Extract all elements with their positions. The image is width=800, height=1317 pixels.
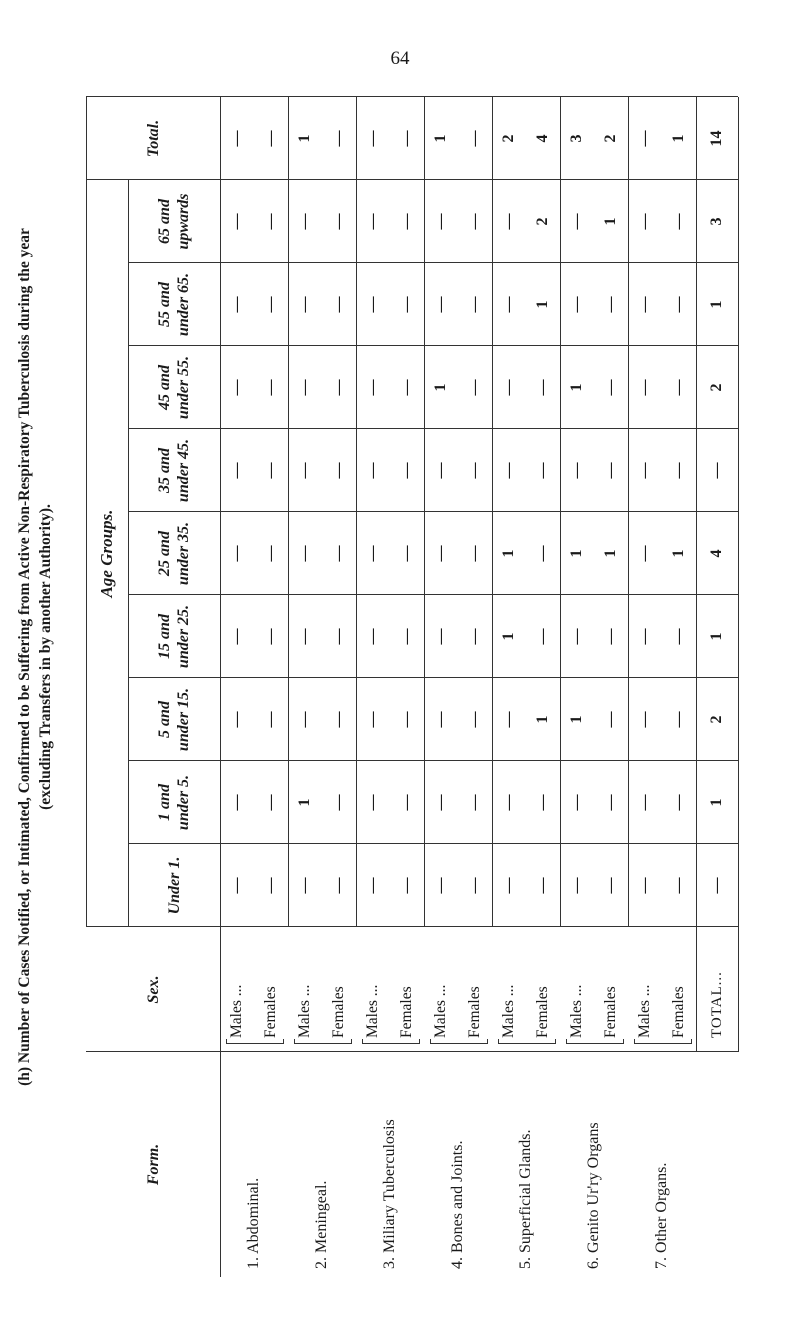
age-group-rule	[128, 180, 129, 927]
value-cell: —	[568, 628, 585, 645]
value-cell: —	[466, 794, 483, 811]
value-cell: —	[636, 628, 653, 645]
value-cell: —	[228, 130, 245, 147]
value-cell: —	[670, 628, 687, 645]
value-cell: —	[228, 213, 245, 230]
form-name: 3. Miliary Tuberculosis	[381, 1119, 398, 1269]
value-cell: —	[500, 877, 517, 894]
value-cell: —	[534, 877, 551, 894]
col-rule	[128, 345, 738, 346]
value-cell: —	[330, 130, 347, 147]
value-cell: 1	[296, 134, 313, 143]
value-cell: —	[466, 213, 483, 230]
value-cell: 1	[296, 798, 313, 807]
header-rule	[220, 97, 221, 1277]
total-rule	[696, 97, 697, 1052]
value-cell: —	[296, 711, 313, 728]
value-cell: 1	[432, 134, 449, 143]
caption-line-2: (excluding Transfers in by another Authority).	[37, 504, 54, 810]
value-cell: —	[432, 877, 449, 894]
value-cell: —	[262, 462, 279, 479]
value-cell: —	[432, 545, 449, 562]
value-cell: —	[296, 545, 313, 562]
value-cell: —	[670, 379, 687, 396]
value-cell: —	[568, 296, 585, 313]
value-cell: —	[466, 130, 483, 147]
value-cell: —	[330, 545, 347, 562]
value-cell: —	[364, 711, 381, 728]
value-cell: —	[602, 379, 619, 396]
total-value-cell: 1	[708, 798, 725, 807]
value-cell: —	[500, 462, 517, 479]
sex-label-females: Females	[262, 986, 279, 1038]
value-cell: —	[568, 213, 585, 230]
total-label: TOTAL...	[708, 971, 725, 1038]
value-cell: —	[466, 711, 483, 728]
value-cell: —	[432, 628, 449, 645]
value-cell: —	[670, 462, 687, 479]
column-header-3	[128, 595, 220, 678]
value-cell: 3	[568, 134, 585, 143]
value-cell: —	[364, 545, 381, 562]
value-cell: —	[364, 379, 381, 396]
sex-label-males: Males ...	[228, 984, 245, 1038]
value-cell: —	[466, 296, 483, 313]
value-cell: —	[670, 877, 687, 894]
value-cell: —	[330, 462, 347, 479]
column-header-line-2: under 25.	[175, 604, 192, 669]
value-cell: —	[466, 628, 483, 645]
value-cell: —	[364, 130, 381, 147]
column-header-9	[86, 97, 220, 180]
value-cell: —	[330, 711, 347, 728]
value-cell: —	[364, 877, 381, 894]
row-rule	[492, 97, 493, 927]
value-cell: —	[364, 794, 381, 811]
column-header-2	[128, 678, 220, 761]
value-cell: —	[432, 711, 449, 728]
value-cell: 2	[602, 134, 619, 143]
value-cell: —	[262, 877, 279, 894]
sex-label-females: Females	[330, 986, 347, 1038]
col-rule	[128, 511, 738, 512]
value-cell: 1	[602, 217, 619, 226]
value-cell: —	[602, 296, 619, 313]
value-cell: —	[602, 628, 619, 645]
value-cell: —	[398, 130, 415, 147]
col-rule	[128, 760, 738, 761]
total-value-cell: —	[708, 877, 725, 894]
sex-label-females: Females	[670, 986, 687, 1038]
value-cell: —	[500, 296, 517, 313]
value-cell: —	[432, 462, 449, 479]
form-name: 2. Meningeal.	[313, 1180, 330, 1269]
form-name: 4. Bones and Joints.	[449, 1140, 466, 1269]
sex-label-males: Males ...	[296, 984, 313, 1038]
row-rule	[288, 97, 289, 927]
total-value-cell: 1	[708, 300, 725, 309]
value-cell: —	[636, 711, 653, 728]
sex-label-males: Males ...	[432, 984, 449, 1038]
value-cell: —	[534, 628, 551, 645]
value-cell: —	[228, 711, 245, 728]
total-value-cell: 14	[708, 130, 725, 147]
value-cell: —	[568, 794, 585, 811]
value-cell: —	[330, 296, 347, 313]
col-rule	[128, 262, 738, 263]
value-cell: —	[398, 213, 415, 230]
value-cell: —	[228, 877, 245, 894]
value-cell: 1	[602, 549, 619, 558]
value-cell: —	[330, 213, 347, 230]
value-cell: 1	[534, 300, 551, 309]
value-cell: —	[636, 130, 653, 147]
value-cell: 1	[670, 134, 687, 143]
value-cell: —	[500, 794, 517, 811]
value-cell: —	[534, 462, 551, 479]
value-cell: —	[398, 462, 415, 479]
value-cell: —	[534, 545, 551, 562]
sex-label-males: Males ...	[500, 984, 517, 1038]
value-cell: —	[296, 213, 313, 230]
value-cell: —	[330, 794, 347, 811]
column-header-4	[128, 512, 220, 595]
value-cell: —	[466, 877, 483, 894]
column-header-line-1: 45 and	[156, 365, 173, 410]
value-cell: 1	[568, 715, 585, 724]
value-cell: —	[636, 296, 653, 313]
value-cell: —	[466, 379, 483, 396]
value-cell: —	[228, 628, 245, 645]
value-cell: —	[602, 877, 619, 894]
column-header-1	[128, 761, 220, 844]
value-cell: —	[500, 213, 517, 230]
form-col-rule	[86, 1051, 738, 1052]
row-rule	[424, 97, 425, 927]
total-value-cell: 1	[708, 632, 725, 641]
column-header-line-2: under 65.	[175, 272, 192, 337]
table-caption	[14, 27, 56, 1287]
sex-header: Sex.	[144, 975, 162, 1004]
value-cell: 2	[534, 217, 551, 226]
total-value-cell: 4	[708, 549, 725, 558]
sex-label-females: Females	[398, 986, 415, 1038]
column-header-7	[128, 263, 220, 346]
value-cell: —	[296, 379, 313, 396]
right-rule	[86, 96, 738, 97]
value-cell: —	[398, 877, 415, 894]
value-cell: —	[364, 462, 381, 479]
caption-line-1: (h) Number of Cases Notified, or Intimated, Confirmed to be Suffering from Active Non-Respiratory Tuberculosis during the year	[16, 228, 33, 1086]
value-cell: —	[534, 379, 551, 396]
value-cell: —	[534, 794, 551, 811]
value-cell: —	[670, 213, 687, 230]
bottom-rule	[738, 97, 739, 1052]
value-cell: —	[636, 877, 653, 894]
value-cell: —	[568, 462, 585, 479]
page-number: 64	[390, 48, 410, 69]
value-cell: —	[398, 545, 415, 562]
value-cell: —	[330, 379, 347, 396]
value-cell: —	[568, 877, 585, 894]
total-value-cell: 2	[708, 383, 725, 392]
column-header-line-2: under 5.	[175, 774, 192, 831]
column-header-line-1: 65 and	[156, 199, 173, 244]
form-name: 7. Other Organs.	[653, 1162, 670, 1269]
sex-label-males: Males ...	[364, 984, 381, 1038]
value-cell: —	[364, 296, 381, 313]
value-cell: —	[432, 296, 449, 313]
form-name: 5. Superficial Glands.	[517, 1129, 534, 1269]
column-header-line-2: under 15.	[175, 687, 192, 752]
value-cell: 1	[670, 549, 687, 558]
value-cell: —	[262, 794, 279, 811]
column-header-line-2: under 55.	[175, 355, 192, 420]
value-cell: —	[296, 296, 313, 313]
value-cell: —	[670, 296, 687, 313]
tuberculosis-table	[86, 97, 746, 1277]
value-cell: 1	[568, 549, 585, 558]
sex-label-males: Males ...	[568, 984, 585, 1038]
value-cell: 1	[432, 383, 449, 392]
value-cell: —	[398, 711, 415, 728]
age-groups-header: Age Groups.	[97, 509, 116, 598]
value-cell: —	[636, 462, 653, 479]
value-cell: 1	[500, 549, 517, 558]
value-cell: —	[296, 877, 313, 894]
sex-label-females: Females	[602, 986, 619, 1038]
value-cell: —	[636, 794, 653, 811]
total-value-cell: 2	[708, 715, 725, 724]
value-cell: 1	[500, 632, 517, 641]
col-rule	[128, 677, 738, 678]
value-cell: —	[636, 545, 653, 562]
value-cell: —	[296, 462, 313, 479]
value-cell: —	[466, 545, 483, 562]
value-cell: —	[228, 462, 245, 479]
column-header-line-1: 35 and	[156, 448, 173, 493]
value-cell: —	[330, 877, 347, 894]
value-cell: —	[262, 545, 279, 562]
value-cell: —	[670, 711, 687, 728]
value-cell: —	[262, 296, 279, 313]
row-rule	[356, 97, 357, 927]
row-rule	[560, 97, 561, 927]
value-cell: —	[262, 379, 279, 396]
form-name: 1. Abdominal.	[245, 1177, 262, 1269]
col-rule	[128, 843, 738, 844]
column-header-line-1: 15 and	[156, 614, 173, 659]
column-header-line-1: 1 and	[156, 784, 173, 821]
value-cell: 1	[534, 715, 551, 724]
form-header: Form.	[144, 1143, 162, 1186]
value-cell: —	[228, 296, 245, 313]
value-cell: —	[432, 794, 449, 811]
total-value-cell: —	[708, 462, 725, 479]
value-cell: 4	[534, 134, 551, 143]
column-header-6	[128, 346, 220, 429]
value-cell: —	[228, 545, 245, 562]
sex-label-males: Males ...	[636, 984, 653, 1038]
value-cell: —	[364, 628, 381, 645]
value-cell: —	[500, 711, 517, 728]
value-cell: —	[296, 628, 313, 645]
value-cell: —	[364, 213, 381, 230]
column-header-line-2: under 45.	[175, 438, 192, 503]
column-header-8	[128, 180, 220, 263]
value-cell: —	[228, 794, 245, 811]
column-header-line-1: Total.	[144, 119, 162, 158]
column-header-5	[128, 429, 220, 512]
column-header-line-1: Under 1.	[165, 856, 183, 915]
value-cell: —	[262, 711, 279, 728]
value-cell: —	[500, 379, 517, 396]
sex-label-females: Females	[466, 986, 483, 1038]
total-value-cell: 3	[708, 217, 725, 226]
value-cell: 2	[500, 134, 517, 143]
value-cell: —	[330, 628, 347, 645]
form-name: 6. Genito Ur'ry Organs	[585, 1122, 602, 1269]
value-cell: —	[466, 462, 483, 479]
value-cell: —	[636, 379, 653, 396]
row-rule	[628, 97, 629, 927]
col-rule	[128, 428, 738, 429]
column-header-line-2: upwards	[175, 193, 192, 250]
value-cell: —	[398, 296, 415, 313]
value-cell: —	[602, 462, 619, 479]
value-cell: —	[262, 130, 279, 147]
top-rule	[86, 97, 87, 927]
value-cell: —	[262, 213, 279, 230]
value-cell: —	[602, 711, 619, 728]
col-rule	[128, 594, 738, 595]
sex-label-females: Females	[534, 986, 551, 1038]
value-cell: —	[398, 794, 415, 811]
sex-col-rule	[86, 926, 738, 927]
value-cell: —	[398, 379, 415, 396]
value-cell: —	[228, 379, 245, 396]
value-cell: —	[262, 628, 279, 645]
value-cell: —	[398, 628, 415, 645]
column-header-0	[128, 844, 220, 927]
column-header-line-2: under 35.	[175, 521, 192, 586]
value-cell: —	[636, 213, 653, 230]
column-header-line-1: 5 and	[156, 701, 173, 738]
value-cell: —	[432, 213, 449, 230]
column-header-line-1: 25 and	[156, 531, 173, 576]
col-rule	[86, 179, 738, 180]
value-cell: —	[670, 794, 687, 811]
column-header-line-1: 55 and	[156, 282, 173, 327]
value-cell: 1	[568, 383, 585, 392]
value-cell: —	[602, 794, 619, 811]
